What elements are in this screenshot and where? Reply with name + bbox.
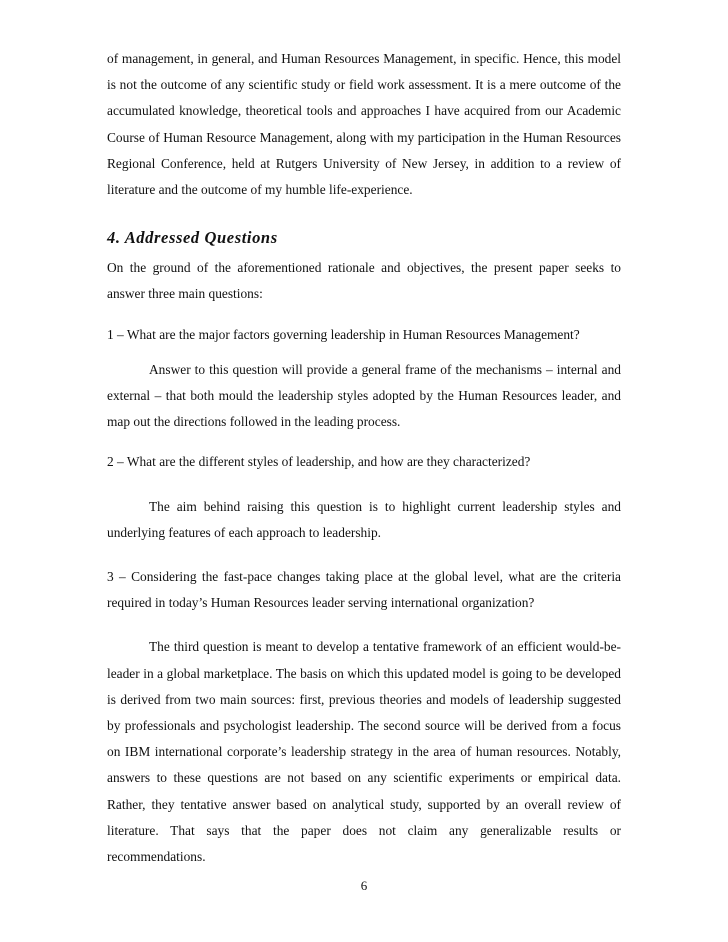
intro-continuation-paragraph: of management, in general, and Human Resources Management, in specific. Hence, this model is not the outcome of any scientific study or field work assessment. It is a mere outcome of the accumulated knowledge, theoretical tools and approaches I have acquired from our Academic Course of Human Resource Management, along with my participation in the Human Resources Regional Conference, held at Rutgers University of New Jersey, in addition to a review of literature and the outcome of my humble life-experience.: [107, 51, 621, 198]
section-heading: 4. Addressed Questions: [107, 228, 278, 248]
question-1: 1 – What are the major factors governing leadership in Human Resources Management?: [107, 326, 580, 342]
question-3: 3 – Considering the fast-pace changes taking place at the global level, what are the criteria required in today’s Human Resources leader serving international organization?: [107, 569, 621, 611]
section-intro-paragraph: On the ground of the aforementioned rationale and objectives, the present paper seeks to answer three main questions:: [107, 260, 621, 302]
answer-2: The aim behind raising this question is to highlight current leadership styles and underlying features of each approach to leadership.: [107, 498, 621, 540]
question-2: 2 – What are the different styles of leadership, and how are they characterized?: [107, 454, 531, 470]
answer-1: Answer to this question will provide a general frame of the mechanisms – internal and external – that both mould the leadership styles adopted by the Human Resources leader, and map out the directions followed in the leading process.: [107, 361, 621, 430]
document-page: [107, 46, 621, 870]
page-number: 6: [360, 878, 368, 893]
answer-3: The third question is meant to develop a tentative framework of an efficient would-be-leader in a global marketplace. The basis on which this updated model is going to be developed is derived from two main sources: first, previous theories and models of leadership suggested by professionals and psychologist leadership. The second source will be derived from a focus on IBM international corporate’s leadership strategy in the area of human resources. Notably, answers to these questions are not based on any scientific experiments or empirical data. Rather, they tentative answer based on analytical study, supported by an overall review of literature. That says that the paper does not claim any generalizable results or recommendations.: [107, 639, 621, 865]
